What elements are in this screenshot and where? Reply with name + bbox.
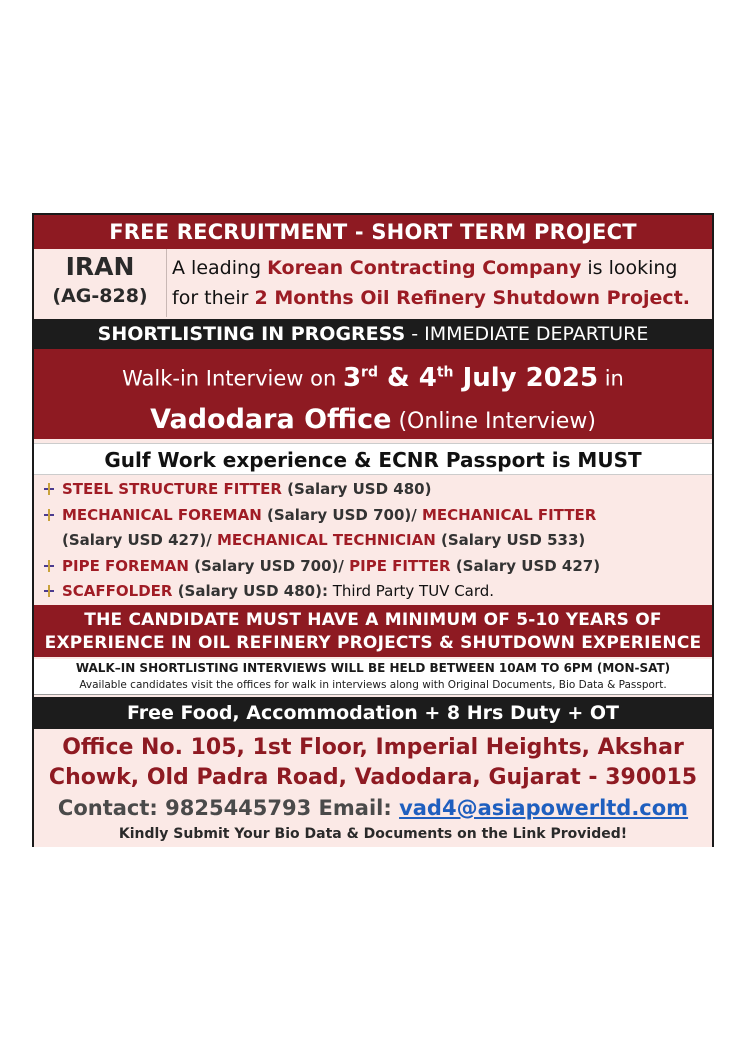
job-salary: (Salary USD 700)/ <box>188 556 350 575</box>
intro-text-b: is looking <box>581 257 678 279</box>
list-item <box>34 579 712 605</box>
bullet-icon <box>44 509 56 521</box>
walkin-schedule <box>34 659 712 695</box>
project-name: 2 Months Oil Refinery Shutdown Project. <box>254 287 690 309</box>
walkin-suffix: in <box>598 366 624 391</box>
address-line-1: Office No. 105, 1st Floor, Imperial Heights, Akshar <box>62 735 684 760</box>
job-salary: (Salary USD 700)/ <box>261 505 422 524</box>
job-title: MECHANICAL FOREMAN <box>62 505 262 524</box>
job-salary: (Salary USD 480): <box>172 582 328 600</box>
job-note: Third Party TUV Card. <box>327 582 495 600</box>
job-list <box>34 477 712 605</box>
experience-line-2: EXPERIENCE IN OIL REFINERY PROJECTS & SHUTDOWN EXPERIENCE <box>44 633 702 653</box>
job-title: MECHANICAL TECHNICIAN <box>216 531 436 549</box>
list-item <box>34 503 712 529</box>
experience-line-1: THE CANDIDATE MUST HAVE A MINIMUM OF 5-10 YEARS OF <box>84 610 662 630</box>
date-day-2: & 4 <box>377 362 437 393</box>
submit-note: Kindly Submit Your Bio Data & Documents on the Link Provided! <box>118 826 628 842</box>
header-title: FREE RECRUITMENT - SHORT TERM PROJECT <box>109 220 637 244</box>
walkin-prefix: Walk-in Interview on <box>122 366 343 391</box>
office-name: Vadodara Office <box>150 403 392 435</box>
departure-label: - IMMEDIATE DEPARTURE <box>405 323 649 345</box>
agency-code: (AG-828) <box>52 285 148 307</box>
email-link[interactable]: vad4@asiapowerltd.com <box>399 796 689 820</box>
office-line <box>34 400 712 442</box>
benefits-text: Free Food, Accommodation + 8 Hrs Duty + OT <box>126 702 619 724</box>
job-salary: (Salary USD 533) <box>435 531 586 549</box>
job-title: PIPE FITTER <box>349 556 451 575</box>
intro-text-c: for their <box>172 287 255 309</box>
list-item <box>34 528 712 554</box>
bullet-icon <box>44 585 56 597</box>
date-day-1: 3 <box>342 362 362 393</box>
list-item <box>34 477 712 503</box>
bullet-icon <box>44 560 56 572</box>
job-title: STEEL STRUCTURE FITTER <box>62 480 282 498</box>
shortlisting-banner <box>34 319 712 349</box>
contact-section <box>34 731 712 847</box>
job-title: SCAFFOLDER <box>62 582 173 600</box>
requirement-must <box>34 443 712 475</box>
intro-text <box>172 253 706 313</box>
benefits-banner <box>34 697 712 729</box>
date-month: July 2025 <box>453 362 599 393</box>
documents-line: Available candidates visit the offices for walk in interviews along with Original Documents, Bio Data & Passport. <box>79 679 667 691</box>
date-suffix-1: rd <box>361 364 378 380</box>
experience-banner <box>34 605 712 657</box>
schedule-line: WALK–IN SHORTLISTING INTERVIEWS WILL BE HELD BETWEEN 10AM TO 6PM (MON-SAT) <box>75 661 671 675</box>
bullet-icon <box>44 483 56 495</box>
shortlisting-label: SHORTLISTING IN PROGRESS <box>97 323 406 345</box>
header-banner <box>34 215 712 249</box>
list-item <box>34 554 712 580</box>
address-line-2: Chowk, Old Padra Road, Vadodara, Gujarat - 390015 <box>48 765 698 790</box>
country-name: IRAN <box>65 252 135 281</box>
must-text: Gulf Work experience & ECNR Passport is MUST <box>104 448 642 472</box>
contact-label: Contact: 9825445793 Email: <box>57 796 400 820</box>
recruitment-ad <box>32 213 714 847</box>
walkin-banner <box>34 349 712 439</box>
walkin-line <box>34 351 712 400</box>
job-salary: (Salary USD 427)/ <box>62 531 217 549</box>
job-title: PIPE FOREMAN <box>62 556 189 575</box>
date-suffix-2: th <box>436 364 454 380</box>
job-salary: (Salary USD 480) <box>281 480 432 498</box>
intro-section <box>34 249 712 317</box>
intro-text-a: A leading <box>172 257 268 279</box>
contact-line <box>34 793 712 823</box>
job-salary: (Salary USD 427) <box>450 556 601 575</box>
country-box <box>34 249 167 317</box>
online-label: (Online Interview) <box>391 408 596 434</box>
company-name: Korean Contracting Company <box>267 257 582 279</box>
job-title: MECHANICAL FITTER <box>421 505 597 524</box>
